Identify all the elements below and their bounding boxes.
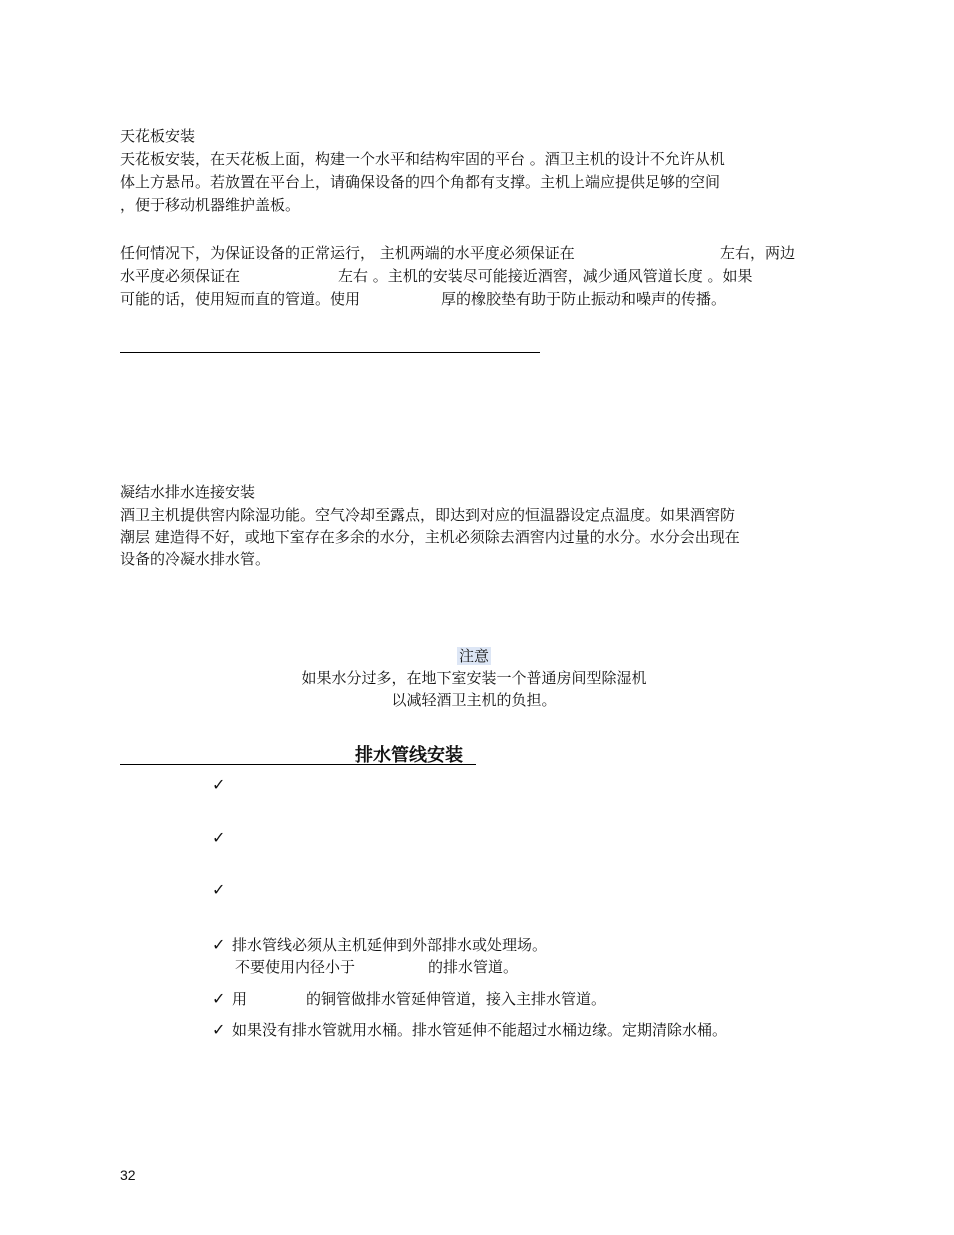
page-number: 32: [120, 1167, 136, 1183]
drain-item-6: 如果没有排水管就用水桶。排水管延伸不能超过水桶边缘。定期清除水桶。: [232, 1021, 728, 1039]
note-line-2: 以减轻酒卫主机的负担。: [391, 691, 557, 709]
checkmark-icon: ✓: [212, 828, 226, 847]
condensate-line-1: 酒卫主机提供窖内除湿功能。空气冷却至露点，即达到对应的恒温器设定点温度。如果酒窖防: [120, 506, 736, 524]
condensate-line-2: 潮层 建造得不好，或地下室存在多余的水分，主机必须除去酒窖内过量的水分。水分会出现在: [120, 528, 740, 546]
condensate-line-3: 设备的冷凝水排水管。: [120, 550, 271, 568]
ceiling-line-1: 天花板安装，在天花板上面，构建一个水平和结构牢固的平台 。酒卫主机的设计不允许从机: [120, 150, 725, 168]
ceiling-line-3: ，便于移动机器维护盖板。: [120, 196, 301, 214]
checkmark-icon: ✓: [212, 989, 226, 1008]
note-line-1: 如果水分过多，在地下室安装一个普通房间型除湿机: [301, 669, 647, 687]
drain-item-4b-a: 不要使用内径小于: [235, 958, 356, 976]
drain-item-5a: 用: [232, 990, 248, 1008]
checkmark-icon: ✓: [212, 775, 226, 794]
drain-item-4: 排水管线必须从主机延伸到外部排水或处理场。: [232, 936, 548, 954]
level-line-2b: 左右 。主机的安装尽可能接近酒窖，减少通风管道长度 。如果: [338, 267, 753, 285]
condensate-heading: 凝结水排水连接安装: [120, 483, 256, 501]
note-label: 注意: [458, 647, 489, 665]
level-line-3a: 可能的话，使用短而直的管道。使用: [120, 290, 361, 308]
checkmark-icon: ✓: [212, 880, 226, 899]
level-line-3b: 厚的橡胶垫有助于防止振动和噪声的传播。: [441, 290, 727, 308]
note-label-row: [0, 645, 948, 668]
drain-item-4b-b: 的排水管道。: [428, 958, 519, 976]
drain-title: 排水管线安装: [355, 745, 463, 766]
checkmark-icon: ✓: [212, 935, 226, 954]
level-line-1b: 左右，两边: [720, 244, 796, 262]
section-divider: [120, 352, 540, 353]
level-line-2a: 水平度必须保证在: [120, 267, 241, 285]
level-line-1a: 任何情况下，为保证设备的正常运行， 主机两端的水平度必须保证在: [120, 244, 575, 262]
drain-item-5b: 的铜管做排水管延伸管道，接入主排水管道。: [306, 990, 607, 1008]
ceiling-heading: 天花板安装: [120, 127, 196, 145]
ceiling-line-2: 体上方悬吊。若放置在平台上，请确保设备的四个角都有支撑。主机上端应提供足够的空间: [120, 173, 721, 191]
checkmark-icon: ✓: [212, 1020, 226, 1039]
